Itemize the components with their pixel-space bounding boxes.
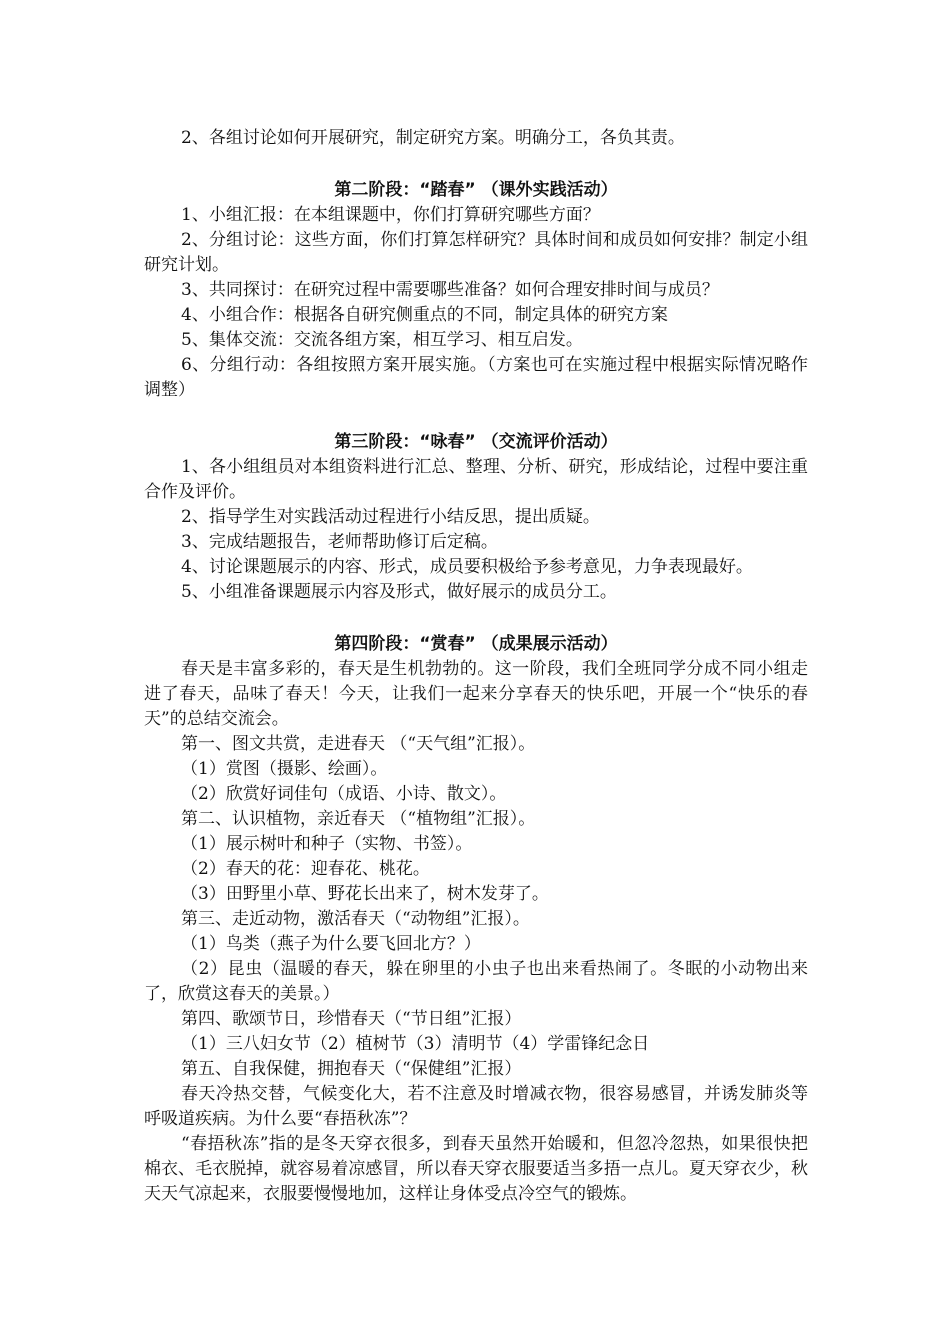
stage3-item-2: 2、指导学生对实践活动过程进行小结反思，提出质疑。: [181, 507, 600, 527]
stage3-heading: 第三阶段：“咏春” （交流评价活动）: [334, 432, 618, 452]
stage2-item-3: 3、共同探讨：在研究过程中需要哪些准备？如何合理安排时间与成员？: [181, 280, 719, 300]
stage2-item-4: 4、小组合作：根据各自研究侧重点的不同，制定具体的研究方案: [181, 305, 668, 325]
stage2-item-2: 2、分组讨论：这些方面，你们打算怎样研究？具体时间和成员如何安排？制定小组研究计划。: [144, 230, 808, 275]
stage2-item-1: 1、小组汇报：在本组课题中，你们打算研究哪些方面？: [181, 205, 600, 225]
stage2-heading: 第二阶段：“踏春” （课外实践活动）: [334, 180, 618, 200]
stage4-part1: 第一、图文共赏，走进春天 （“天气组”汇报）。: [181, 734, 536, 754]
intro-item-2: 2、各组讨论如何开展研究，制定研究方案。明确分工，各负其责。: [181, 128, 685, 148]
stage3-item-4: 4、讨论课题展示的内容、形式，成员要积极给予参考意见，力争表现最好。: [181, 557, 753, 577]
stage3-item-1: 1、各小组组员对本组资料进行汇总、整理、分析、研究，形成结论，过程中要注重合作及评价。: [144, 457, 808, 502]
stage4-part2-b: （2）春天的花：迎春花、桃花。: [181, 859, 430, 879]
stage4-part3-a: （1）鸟类（燕子为什么要飞回北方？）: [181, 934, 481, 954]
stage4-part2-a: （1）展示树叶和种子（实物、书签）。: [181, 834, 473, 854]
stage2-item-6: 6、分组行动：各组按照方案开展实施。（方案也可在实施过程中根据实际情况略作调整）: [144, 355, 808, 400]
stage4-part4-a: （1）三八妇女节（2）植树节（3）清明节（4）学雷锋纪念日: [181, 1034, 650, 1054]
stage3-item-5: 5、小组准备课题展示内容及形式，做好展示的成员分工。: [181, 582, 617, 602]
stage2-item-5: 5、集体交流：交流各组方案，相互学习、相互启发。: [181, 330, 583, 350]
stage4-heading: 第四阶段：“赏春” （成果展示活动）: [334, 634, 618, 654]
stage4-part5-p1: 春天冷热交替，气候变化大，若不注意及时增减衣物，很容易感冒，并诱发肺炎等呼吸道疾病。为什么要“春捂秋冻”？: [144, 1084, 808, 1129]
stage4-part1-a: （1）赏图（摄影、绘画）。: [181, 759, 388, 779]
stage4-part1-b: （2）欣赏好词佳句（成语、小诗、散文）。: [181, 784, 507, 804]
stage4-part5-p2: “春捂秋冻”指的是冬天穿衣很多，到春天虽然开始暖和，但忽冷忽热，如果很快把棉衣、毛衣脱掉，就容易着凉感冒，所以春天穿衣服要适当多捂一点儿。夏天穿衣少，秋天天气凉起来，衣服要慢慢地加，这样让身体受点冷空气的锻炼。: [144, 1134, 808, 1204]
document-body: [144, 126, 808, 1207]
stage4-part3: 第三、走近动物，激活春天（“动物组”汇报）。: [181, 909, 530, 929]
stage4-intro: 春天是丰富多彩的，春天是生机勃勃的。这一阶段，我们全班同学分成不同小组走进了春天，品味了春天！今天，让我们一起来分享春天的快乐吧，开展一个“快乐的春天”的总结交流会。: [144, 659, 808, 729]
stage4-part5: 第五、自我保健，拥抱春天（“保健组”汇报）: [181, 1059, 522, 1079]
stage4-part2: 第二、认识植物，亲近春天 （“植物组”汇报）。: [181, 809, 536, 829]
stage4-part3-b: （2）昆虫（温暖的春天，躲在卵里的小虫子也出来看热闹了。冬眠的小动物出来了，欣赏这春天的美景。）: [144, 959, 808, 1004]
stage3-item-3: 3、完成结题报告，老师帮助修订后定稿。: [181, 532, 498, 552]
stage4-part2-c: （3）田野里小草、野花长出来了，树木发芽了。: [181, 884, 549, 904]
stage4-part4: 第四、歌颂节日，珍惜春天（“节日组”汇报）: [181, 1009, 522, 1029]
